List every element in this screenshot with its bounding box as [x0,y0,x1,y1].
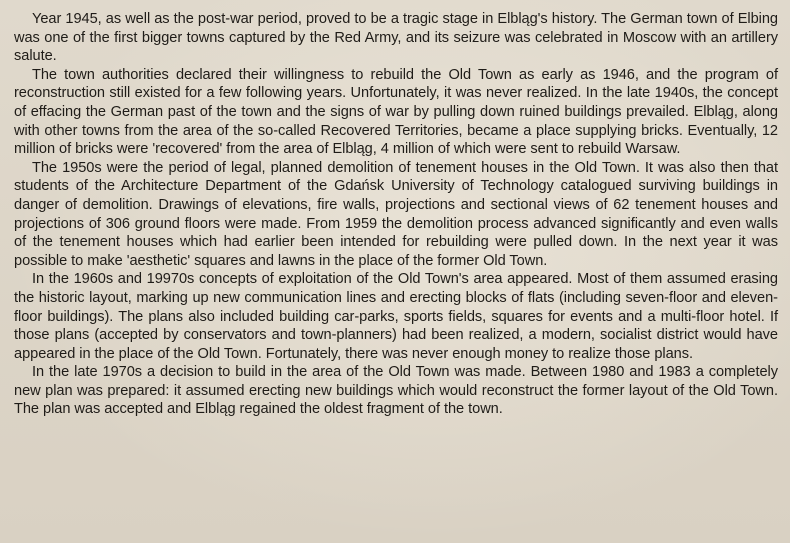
paragraph-1: Year 1945, as well as the post-war period, proved to be a tragic stage in Elbląg's history. The German town of Elbing was one of the first bigger towns captured by the Red Army, and its seizure was celebrated in Moscow with an artillery salute. [14,11,778,65]
paragraph-3: The 1950s were the period of legal, planned demolition of tenement houses in the Old Town. It was also then that students of the Architecture Department of the Gdańsk University of Technology catalogued surviving buildings in danger of demolition. Drawings of elevations, fire walls, projections and sectional views of 62 tenement houses and projections of 306 ground floors were made. From 1959 the demolition process advanced significantly and even walls of the tenement houses which had earlier been intended for rebuilding were pulled down. In the next year it was possible to make 'aesthetic' squares and lawns in the place of the former Old Town. [14,159,778,269]
paragraph-4: In the 1960s and 19970s concepts of exploitation of the Old Town's area appeared. Most of them assumed erasing the historic layout, marking up new communication lines and erecting blocks of flats (including seven-floor and eleven-floor buildings). The plans also included building car-parks, sports fields, squares for events and a multi-floor hotel. If those plans (accepted by conservators and town-planners) had been realized, a modern, socialist district would have appeared in the place of the Old Town. Fortunately, there was never enough money to realize those plans. [14,271,778,362]
paragraph-5: In the late 1970s a decision to build in the area of the Old Town was made. Between 1980 and 1983 a completely new plan was prepared: it assumed erecting new buildings which would reconstruct the former layout of the Old Town. The plan was accepted and Elbląg regained the oldest fragment of the town. [14,364,778,418]
paragraph-2: The town authorities declared their willingness to rebuild the Old Town as early as 1946, and the program of reconstruction still existed for a few following years. Unfortunately, it was never realized. In the late 1940s, the concept of effacing the German past of the town and the signs of war by pulling down ruined buildings prevailed. Elbląg, along with other towns from the area of the so-called Recovered Territories, became a place supplying bricks. Eventually, 12 million of bricks were 'recovered' from the area of Elbląg, 4 million of which were sent to rebuild Warsaw. [14,66,778,158]
